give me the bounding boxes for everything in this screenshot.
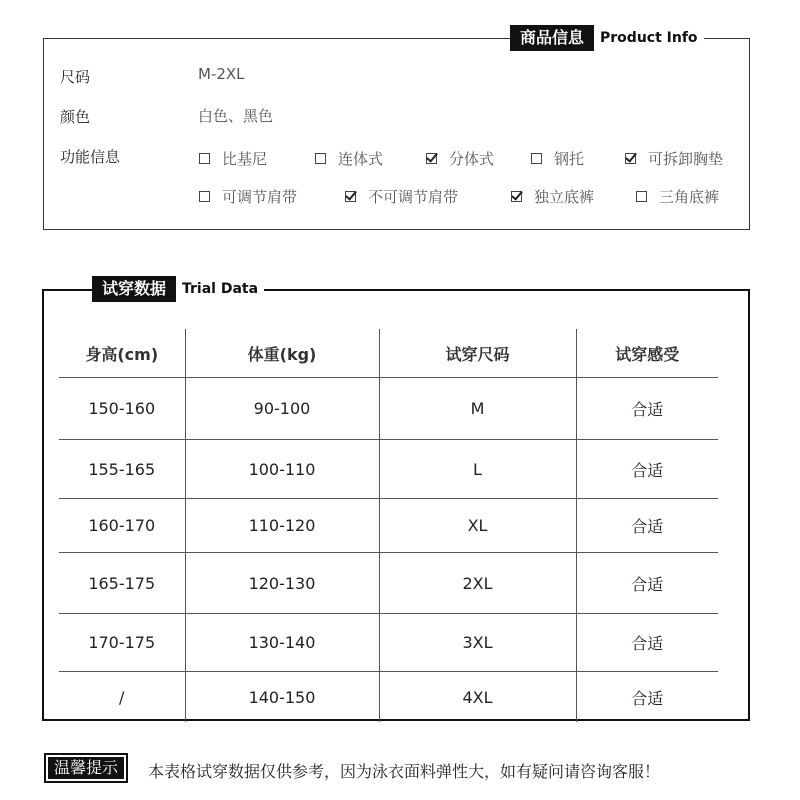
checkbox-icon <box>199 191 210 202</box>
table-row <box>59 378 718 440</box>
feature-underwire <box>531 148 584 169</box>
color-label: 颜色 <box>60 108 91 126</box>
checkbox-icon <box>531 153 542 164</box>
feature-bikini <box>199 148 267 169</box>
feature-two-piece <box>426 148 494 169</box>
cell-weight: 140-150 <box>185 672 379 723</box>
cell-fit: 合适 <box>576 440 718 499</box>
table-header-row <box>59 329 718 378</box>
checkbox-checked-icon <box>426 153 437 164</box>
cell-weight: 120-130 <box>185 553 379 614</box>
feature-label: 比基尼 <box>222 150 268 168</box>
cell-size: 2XL <box>379 553 576 614</box>
cell-fit: 合适 <box>576 553 718 614</box>
cell-height: 155-165 <box>59 440 185 499</box>
cell-fit: 合适 <box>576 378 718 440</box>
cell-weight: 90-100 <box>185 378 379 440</box>
size-value: M-2XL <box>198 65 245 83</box>
tip-label: 温馨提示 <box>48 757 124 779</box>
cell-height: 150-160 <box>59 378 185 440</box>
cell-weight: 130-140 <box>185 614 379 672</box>
trial-data-title-en: Trial Data <box>182 281 259 297</box>
feature-label: 独立底裤 <box>534 188 595 206</box>
checkbox-checked-icon <box>345 191 356 202</box>
cell-size: 3XL <box>379 614 576 672</box>
tip-badge <box>44 753 128 783</box>
feature-label: 不可调节肩带 <box>368 188 459 206</box>
header-weight: 体重(kg) <box>185 329 379 378</box>
color-value: 白色、黑色 <box>198 107 274 125</box>
trial-data-table <box>59 329 718 722</box>
table-row <box>59 499 718 553</box>
cell-height: 160-170 <box>59 499 185 553</box>
cell-fit: 合适 <box>576 614 718 672</box>
trial-data-header <box>92 276 264 302</box>
cell-weight: 110-120 <box>185 499 379 553</box>
cell-height: / <box>119 687 125 707</box>
feature-removable-pads <box>625 148 723 169</box>
checkbox-icon <box>636 191 647 202</box>
header-trial-size: 试穿尺码 <box>379 329 576 378</box>
checkbox-icon <box>199 153 210 164</box>
feature-one-piece <box>315 148 383 169</box>
cell-size: M <box>379 378 576 440</box>
cell-height: 165-175 <box>59 553 185 614</box>
table-row <box>59 614 718 672</box>
tip-text: 本表格试穿数据仅供参考，因为泳衣面料弹性大，如有疑问请咨询客服！ <box>148 762 661 781</box>
feature-label: 连体式 <box>338 150 384 168</box>
feature-label: 可拆卸胸垫 <box>648 150 724 168</box>
checkbox-checked-icon <box>625 153 636 164</box>
checkbox-checked-icon <box>511 191 522 202</box>
table-row <box>59 672 718 723</box>
feature-label: 钢托 <box>554 150 585 168</box>
product-info-title-cn: 商品信息 <box>510 25 594 51</box>
header-fit-feeling: 试穿感受 <box>576 329 718 378</box>
cell-size: L <box>379 440 576 499</box>
function-label: 功能信息 <box>60 148 121 166</box>
cell-fit: 合适 <box>576 499 718 553</box>
cell-fit: 合适 <box>576 672 718 723</box>
cell-size: 4XL <box>379 672 576 723</box>
feature-separate-bottoms <box>511 186 594 207</box>
trial-data-title-cn: 试穿数据 <box>92 276 176 302</box>
cell-weight: 100-110 <box>185 440 379 499</box>
feature-label: 分体式 <box>449 150 495 168</box>
product-info-header <box>510 25 704 51</box>
table-row <box>59 553 718 614</box>
cell-size: XL <box>379 499 576 553</box>
header-height: 身高(cm) <box>59 329 185 378</box>
feature-fixed-straps <box>345 186 458 207</box>
table-row <box>59 440 718 499</box>
feature-adjustable-straps <box>199 186 297 207</box>
cell-height: 170-175 <box>59 614 185 672</box>
product-info-title-en: Product Info <box>600 30 698 46</box>
size-label: 尺码 <box>60 68 91 86</box>
checkbox-icon <box>315 153 326 164</box>
feature-triangle-bottoms <box>636 186 719 207</box>
feature-label: 可调节肩带 <box>222 188 298 206</box>
feature-label: 三角底裤 <box>659 188 720 206</box>
